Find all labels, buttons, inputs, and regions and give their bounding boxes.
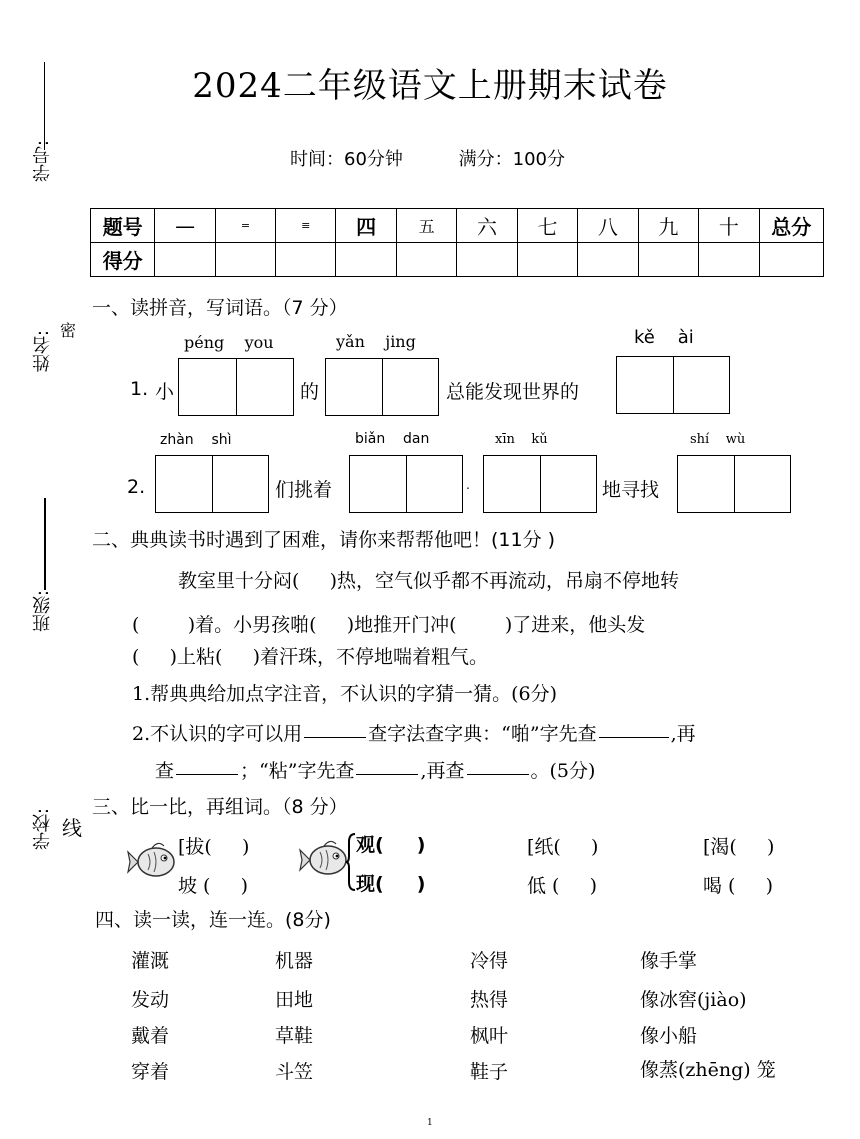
section1-heading: 一、读拼音，写词语。（7 分）	[92, 297, 348, 319]
pinyin-yanjing: yǎn jing	[336, 332, 416, 351]
score-cell-2: =	[215, 209, 275, 243]
score-cell-4: 四	[336, 209, 396, 243]
passage-line-1: 教室里十分闷( )热，空气似乎都不再流动，吊扇不停地转	[178, 570, 680, 592]
exam-full-score: 满分：100分	[458, 149, 565, 170]
blank-pa-second[interactable]	[176, 773, 238, 775]
score-cell-9: 九	[638, 209, 698, 243]
s2-q1: 1.帮典典给加点字注音，不认识的字猜一猜。(6分)	[132, 683, 558, 705]
s2-q2-text-d: 查	[155, 760, 175, 782]
match-col2-item[interactable]: 草鞋	[275, 1025, 314, 1047]
s2-q2-text-b: 查字法查字典：“啪”字先查	[368, 723, 597, 745]
answer-box-zhanshi[interactable]	[155, 455, 269, 513]
score-input[interactable]	[699, 243, 759, 277]
page-title: 2024二年级语文上册期末试卷	[192, 66, 668, 106]
match-col3-item[interactable]: 鞋子	[470, 1061, 509, 1083]
score-input[interactable]	[457, 243, 517, 277]
section4-heading: 四、读一读，连一连。(8分)	[95, 909, 331, 931]
answer-box-pengyou[interactable]	[178, 358, 294, 416]
group2-b: 现( )	[356, 873, 426, 895]
group1-a: [拔( )	[178, 836, 250, 858]
blank-zhan-second[interactable]	[467, 773, 529, 775]
score-input[interactable]	[396, 243, 456, 277]
brace-icon	[346, 832, 356, 892]
match-col2-item[interactable]: 机器	[275, 950, 314, 972]
match-col1-item[interactable]: 灌溉	[131, 950, 170, 972]
blank-pa-first[interactable]	[599, 736, 669, 738]
score-cell-1: —	[155, 209, 215, 243]
match-col1-item[interactable]: 穿着	[131, 1061, 170, 1083]
s2-q2-text-a: 2.不认识的字可以用	[132, 723, 303, 745]
score-cell-total: 总分	[759, 209, 823, 243]
pinyin-zhanshi: zhàn shì	[160, 432, 232, 448]
match-col4-item[interactable]: 像蒸(zhēng) 笼	[640, 1059, 776, 1081]
score-cell-5: 五	[396, 209, 456, 243]
blank-zhan-first[interactable]	[356, 773, 418, 775]
answer-box-yanjing[interactable]	[325, 358, 439, 416]
binding-line-mid	[44, 498, 46, 590]
match-col4-item[interactable]: 像冰窖(jiào)	[640, 989, 747, 1011]
answer-box-shiwu[interactable]	[677, 455, 791, 513]
score-cell-label: 题号	[91, 209, 155, 243]
school-label: 学校:	[32, 808, 53, 851]
group3-b: 低 ( )	[527, 875, 598, 897]
q1-de: 的	[300, 381, 320, 403]
id-label: 学号:	[32, 140, 53, 183]
q2-dot: .	[466, 478, 470, 492]
match-col3-item[interactable]: 热得	[470, 989, 509, 1011]
score-input[interactable]	[215, 243, 275, 277]
s2-q2-text-g: 。(5分)	[530, 760, 596, 782]
score-table-header-row	[91, 209, 824, 243]
group2-a: 观( )	[356, 834, 426, 856]
name-label: 姓名:	[32, 330, 53, 373]
q1-mid-text: 总能发现世界的	[446, 381, 580, 403]
score-cell-10: 十	[699, 209, 759, 243]
s2-q2-text-c: ,再	[670, 723, 696, 745]
group4-a: [渴( )	[703, 836, 775, 858]
blank-method[interactable]	[304, 736, 366, 738]
answer-box-biandan[interactable]	[349, 455, 463, 513]
score-cell-3: ≡	[276, 209, 336, 243]
score-input[interactable]	[155, 243, 215, 277]
match-col4-item[interactable]: 像手掌	[640, 950, 698, 972]
s2-q2-text-f: ,再查	[420, 760, 465, 782]
group1-b: 坡 ( )	[178, 875, 249, 897]
score-cell-7: 七	[517, 209, 577, 243]
q2-mid-text: 们挑着	[275, 479, 333, 501]
q2-end-text: 地寻找	[602, 479, 660, 501]
s2-q2-line1	[132, 719, 696, 746]
score-input[interactable]	[638, 243, 698, 277]
match-col2-item[interactable]: 斗笠	[275, 1061, 314, 1083]
section3-heading: 三、比一比，再组词。（8 分）	[92, 796, 348, 818]
xian-mark: 线	[62, 816, 82, 840]
score-table	[90, 208, 824, 277]
score-input[interactable]	[578, 243, 638, 277]
pinyin-xinku: xīn kǔ	[495, 432, 548, 447]
score-cell-8: 八	[578, 209, 638, 243]
score-table-score-row	[91, 243, 824, 277]
fish-icon	[126, 838, 180, 884]
exam-time: 时间：60分钟	[290, 149, 403, 170]
pinyin-keai: kě ài	[634, 327, 694, 348]
score-input[interactable]	[759, 243, 823, 277]
class-label: 班级:	[32, 590, 53, 633]
q2-number: 2.	[127, 476, 146, 498]
score-row-label: 得分	[91, 243, 155, 277]
score-input[interactable]	[336, 243, 396, 277]
score-input[interactable]	[517, 243, 577, 277]
page-number: 1	[427, 1118, 433, 1128]
score-input[interactable]	[276, 243, 336, 277]
match-col1-item[interactable]: 戴着	[131, 1025, 170, 1047]
mi-mark: 密	[60, 321, 77, 340]
group3-a: [纸( )	[527, 836, 599, 858]
pinyin-pengyou: péng you	[184, 333, 274, 352]
q1-xiao: 小	[155, 381, 175, 403]
s2-q2-line2	[155, 756, 595, 783]
match-col3-item[interactable]: 枫叶	[470, 1025, 509, 1047]
fish-icon	[298, 836, 352, 882]
score-cell-6: 六	[457, 209, 517, 243]
match-col2-item[interactable]: 田地	[275, 989, 314, 1011]
match-col4-item[interactable]: 像小船	[640, 1025, 698, 1047]
passage-line-2: ( )着。小男孩啪( )地推开门冲( )了进来，他头发	[132, 614, 646, 636]
section2-heading: 二、典典读书时遇到了困难，请你来帮帮他吧！(11分 )	[92, 529, 556, 551]
passage-line-3: ( )上粘( )着汗珠，不停地喘着粗气。	[132, 646, 489, 668]
match-col1-item[interactable]: 发动	[131, 989, 170, 1011]
s2-q2-text-e: ；“粘”字先查	[240, 760, 355, 782]
answer-box-keai[interactable]	[616, 356, 730, 414]
group4-b: 喝 ( )	[703, 875, 774, 897]
answer-box-xinku[interactable]	[483, 455, 597, 513]
pinyin-shiwu: shí wù	[690, 432, 746, 447]
q1-number: 1.	[130, 378, 149, 400]
exam-meta	[290, 145, 615, 171]
pinyin-biandan: biǎn dan	[355, 431, 430, 447]
match-col3-item[interactable]: 冷得	[470, 950, 509, 972]
